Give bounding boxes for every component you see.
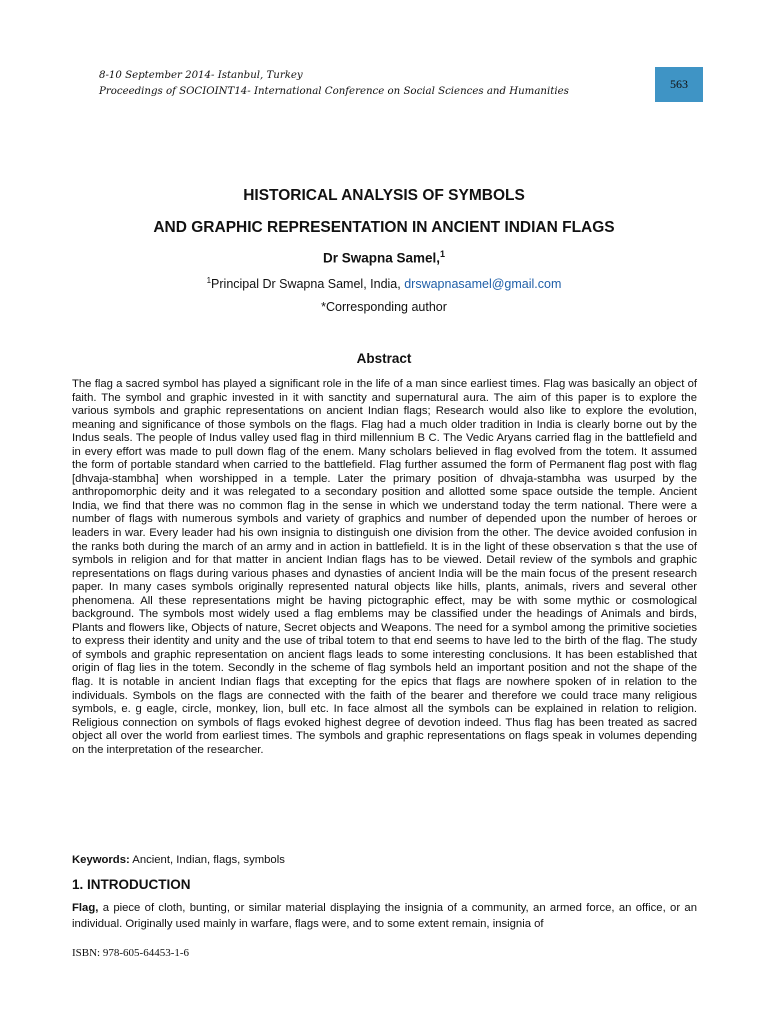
- running-header-date-location: 8-10 September 2014- Istanbul, Turkey: [99, 70, 303, 81]
- author-name: [0, 249, 768, 266]
- introduction-text: a piece of cloth, bunting, or similar material displaying the insignia of a community, an armed force, an office, or an individual. Originally used mainly in warfare, flags were, and to some extent remain, insignia of: [72, 902, 697, 930]
- keywords-line: [72, 854, 285, 866]
- abstract-body: The flag a sacred symbol has played a significant role in the life of a man since earliest times. Flag was basically an object of faith. The symbol and graphic invested in it with sanctity and supernatural aura. The aim of this paper is to explore the various symbols and graphic representations on ancient Indian flags; Research would also like to explore the evolution, meaning and significance of those symbols on the flags. Flag had a much older tradition in India is clearly borne out by the Indus seals. The people of Indus valley used flag in third millennium B C. The Vedic Aryans carried flag in the battlefield and in every effort was made to pull down flag of the enem. Many scholars believed in flag evolved from the totem. It assumed the form of portable standard when carried to the battlefield. Flag further assumed the form of Permanent flag post with flag [dhvaja-stambha] when worshipped in a temple. Later the primary position of dhvaja-stambha was usurped by the anthropomorphic deity and it was relegated to a secondary position and allotted some space outside the temple. Ancient India, we find that there was no common flag in the sense in which we understand today the term national. There were a number of flags with numerous symbols and variety of graphics and number of depended upon the number of heroes or leaders in war. Every leader had his own insignia to distinguish one division from the other. The device avoided confusion in the ranks both during the march of an army and in action in battlefield. It is in the light of these observation s that the use of symbols in religion and for that matter in ancient Indian flags has to be viewed. Detail review of the symbols and graphic representations on flags during various phases and dynasties of ancient India will be the main focus of the present research paper. In many cases symbols originally represented natural objects like hills, plants, animals, rivers and several other phenomena. All these representations might be having pictographic effect, may be with some mythic or cosmological background. The symbols most widely used a flag emblems may be classified under the headings of Animals and birds, Plants and flowers like, Objects of nature, Secret objects and Weapons. The need for a symbol among the primitive societies to express their identity and unity and the use of tribal totem to that end seems to have led to the birth of the flag. The study of symbols and graphic representation on ancient flags leads to some interesting conclusions. It has been established that origin of flag lies in the totem. Secondly in the scheme of flag symbols held an important position and not the shape of the flag. It is notable in ancient Indian flags that excepting for the epics that flags are nowhere spoken of in relation to the individuals. Symbols on the flags are connected with the faith of the bearer and therefore we could trace many religious symbols, e. g eagle, circle, monkey, lion, bull etc. In face almost all the symbols can be explained in relation to religion. Religious connection on symbols of flags evoked highest degree of devotion indeed. Thus flag has been treated as sacred object all over the world from earliest times. The symbols and graphic representations on flags speak in volumes depending on the interpretation of the researcher.: [72, 378, 697, 756]
- author-name-text: Dr Swapna Samel,: [322, 250, 441, 266]
- introduction-paragraph: [72, 901, 697, 932]
- paper-title-line-1: HISTORICAL ANALYSIS OF SYMBOLS: [243, 187, 525, 204]
- footer-isbn: ISBN: 978-605-64453-1-6: [72, 947, 190, 959]
- page-number: 563: [670, 77, 688, 91]
- abstract-heading: Abstract: [356, 351, 412, 366]
- running-header-proceedings: Proceedings of SOCIOINT14- International Conference on Social Sciences and Humanities: [99, 86, 569, 97]
- author-affiliation: [0, 276, 768, 291]
- section-heading-introduction: 1. INTRODUCTION: [72, 877, 191, 892]
- paper-title-line-2: AND GRAPHIC REPRESENTATION IN ANCIENT INDIAN FLAGS: [153, 219, 615, 236]
- affiliation-superscript: 1: [206, 276, 212, 285]
- keywords-value: Ancient, Indian, flags, symbols: [129, 854, 285, 866]
- introduction-lead-term: Flag,: [72, 902, 99, 914]
- affiliation-text: Principal Dr Swapna Samel, India,: [211, 277, 405, 292]
- page-number-badge: [655, 67, 703, 102]
- corresponding-author-note: *Corresponding author: [321, 300, 447, 314]
- keywords-label: Keywords:: [72, 854, 130, 866]
- author-superscript: 1: [440, 249, 446, 259]
- author-email-link[interactable]: drswapnasamel@gmail.com: [404, 277, 562, 292]
